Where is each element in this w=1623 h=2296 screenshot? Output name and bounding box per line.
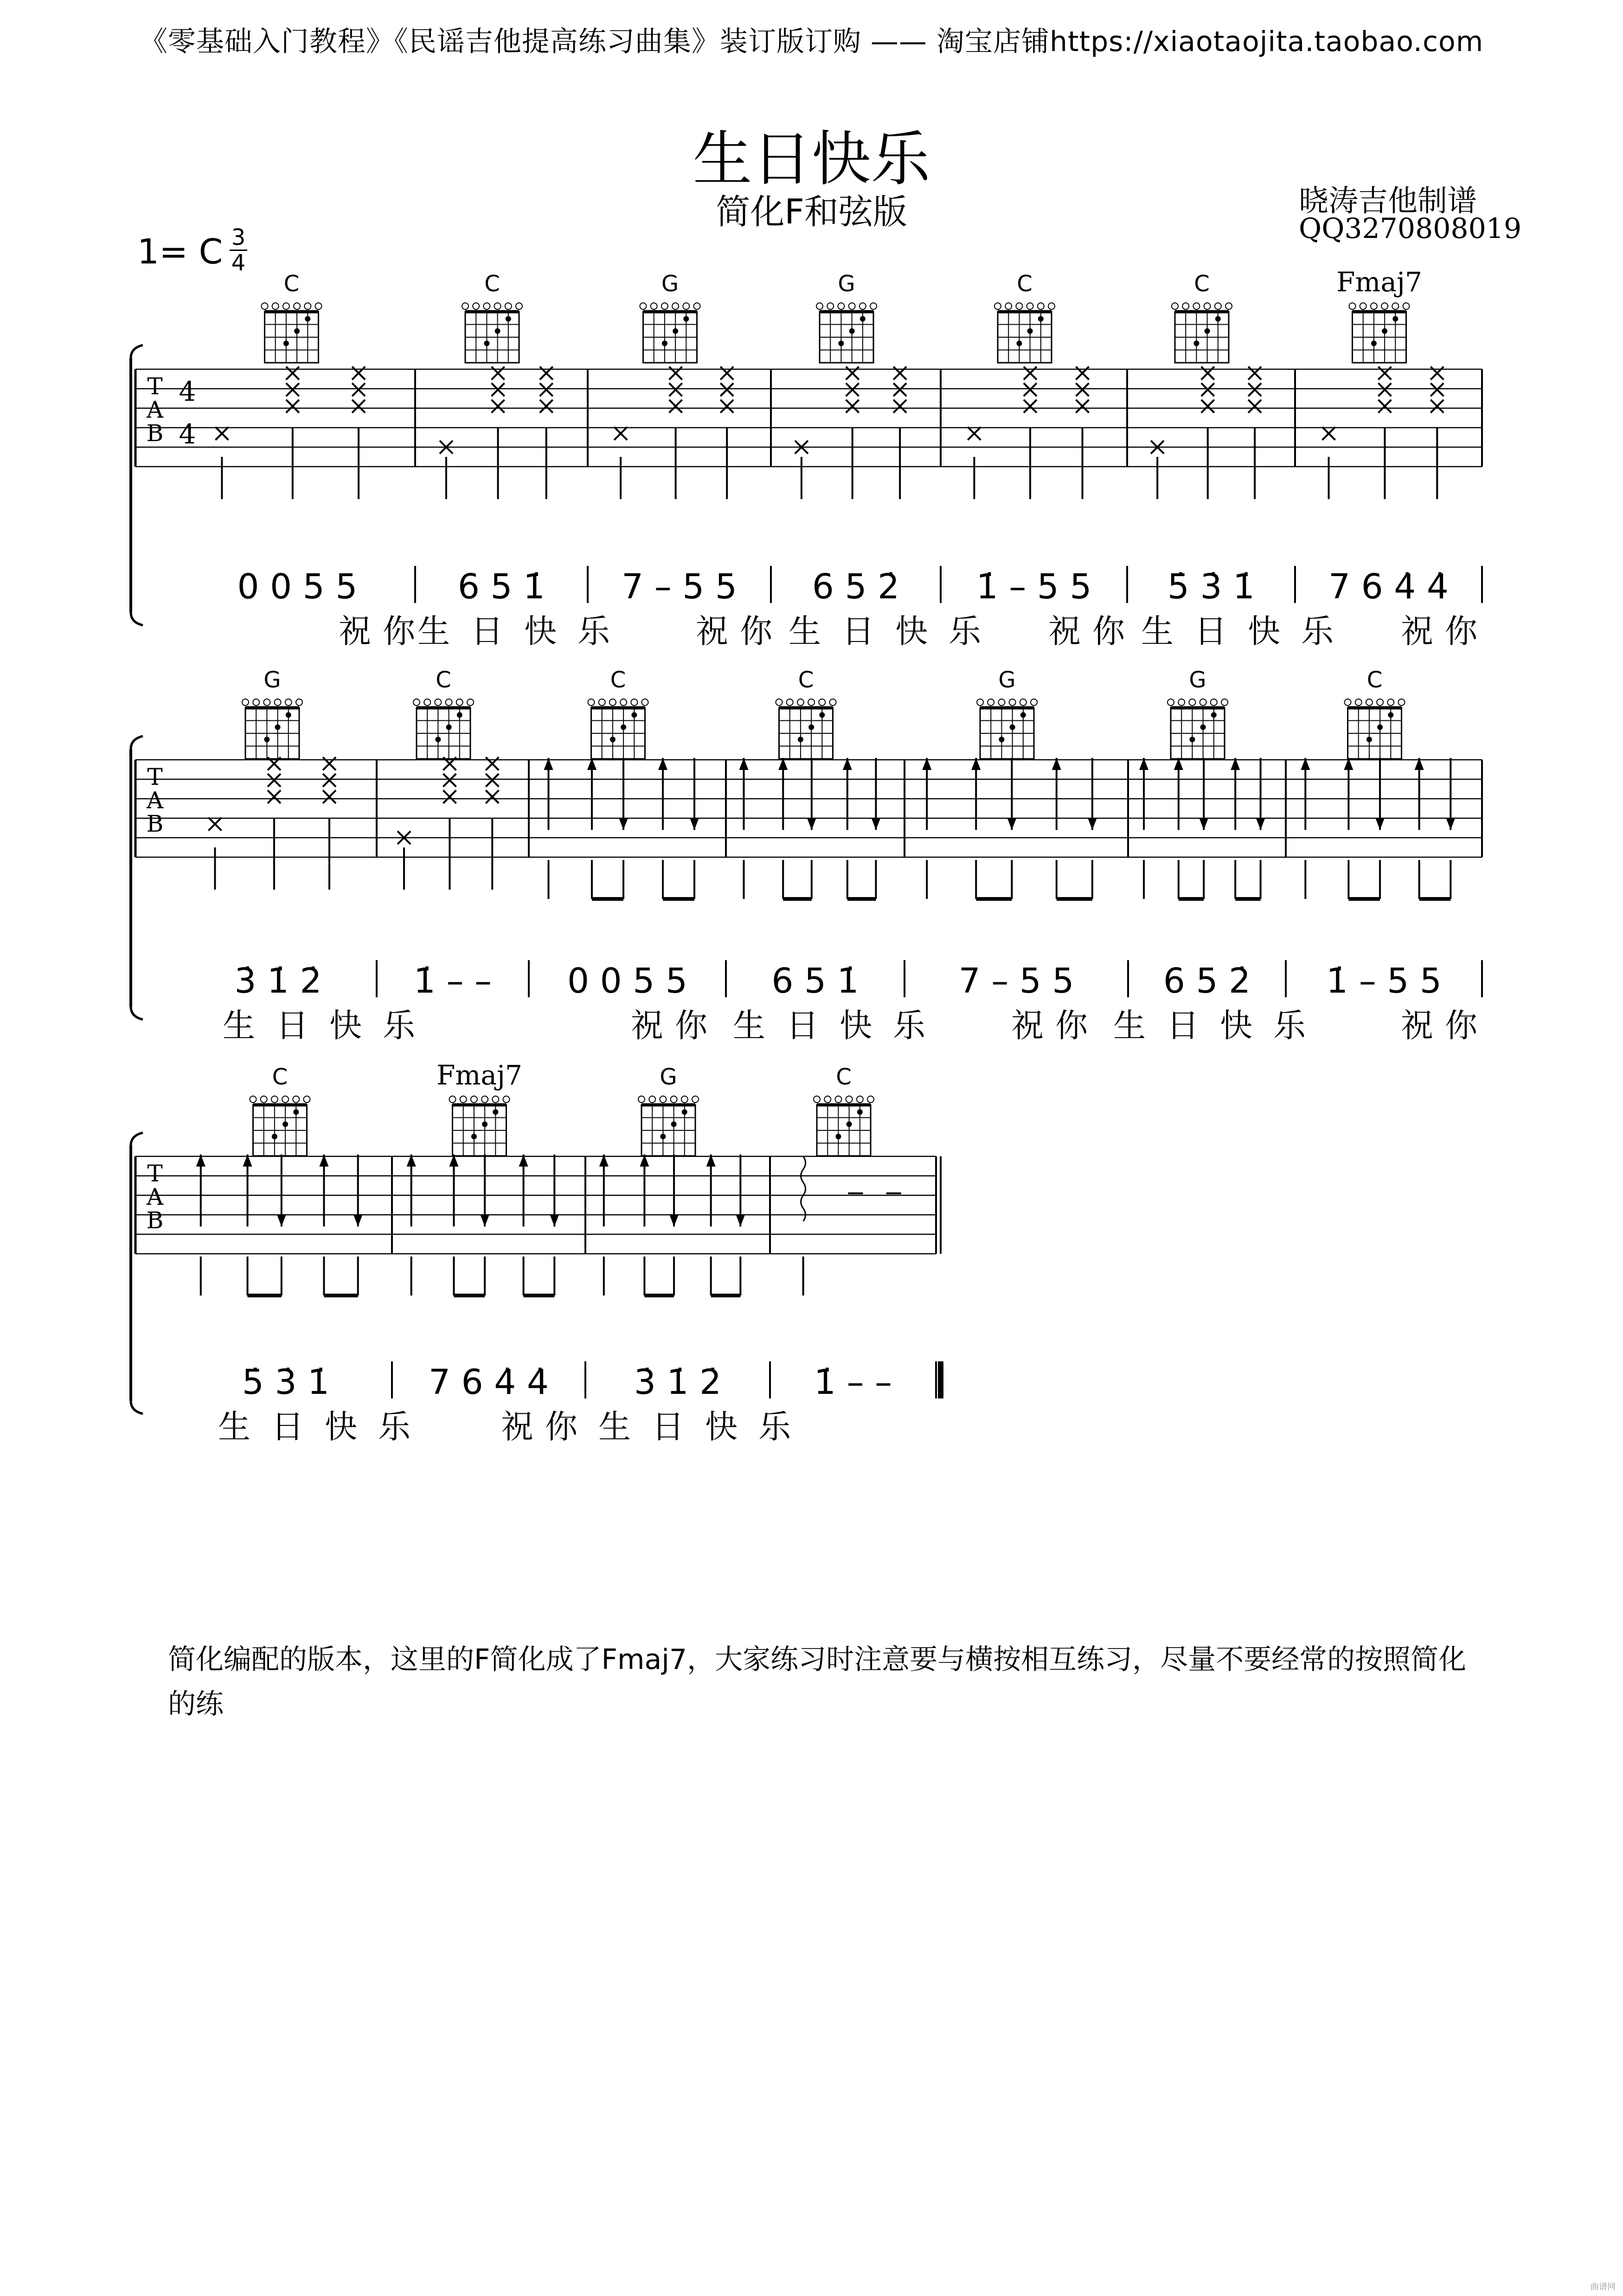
lyric-char: 乐 [383,1007,415,1045]
chord-c-diagram-open-string [609,699,616,705]
lyric-char: 快 [1248,612,1280,650]
chord-c-diagram-open-string [1048,303,1055,309]
chord-fmaj7-diagram-open-string [449,1096,456,1103]
strum-down-arrow [669,1214,679,1226]
tab-clef-letter: T [147,763,163,790]
tab-clef-letter: A [146,396,164,423]
lyric-char: 日 [271,1408,304,1446]
chord-c-diagram-open-string [294,303,300,309]
chord-g-diagram-open-string [651,303,657,309]
jianpu-measure: 5̇ 3̇ 1̇ [242,1362,330,1402]
chord-c-diagram-name: C [836,1064,852,1090]
chord-c-diagram-open-string [830,699,836,705]
chord-c-diagram-open-string [283,303,289,309]
strum-down-arrow [480,1214,489,1226]
chord-c-diagram-open-string [857,1096,863,1103]
chord-c-diagram-open-string [1038,303,1044,309]
time-signature-bottom: 4 [231,250,246,276]
chord-c-diagram-finger-dot [835,1134,841,1139]
chord-fmaj7-diagram-finger-dot [471,1134,477,1139]
chord-c-diagram-open-string [293,1096,299,1103]
chord-g-diagram-open-string [660,1096,666,1103]
chord-c-diagram-finger-dot [1366,737,1372,742]
jianpu-measure: 6 5 2̇ [812,567,900,607]
lyric-char: 快 [524,612,557,650]
system-bracket-cap [131,1401,143,1414]
system-bracket-cap [131,1007,143,1020]
chord-c-diagram-finger-dot [857,1109,863,1115]
lyric-char: 乐 [893,1007,925,1045]
strum-down-arrow [1088,818,1097,830]
chord-fmaj7-diagram-open-string [460,1096,467,1103]
chord-c-diagram-open-string [1193,303,1200,309]
chord-c-diagram-open-string [1215,303,1221,309]
chord-g-diagram-open-string [671,1096,677,1103]
jianpu-measure: 1̇ – 5 5 [1326,961,1442,1001]
chord-c-diagram-finger-dot [1205,328,1210,334]
lyric-char: 快 [1220,1007,1252,1045]
chord-c-diagram-open-string [271,1096,278,1103]
chord-c-diagram-finger-dot [294,328,300,334]
chord-g-diagram-open-string [849,303,855,309]
chord-g-diagram-finger-dot [683,316,689,321]
chord-c-diagram-open-string [282,1096,289,1103]
chord-c-diagram-open-string [1005,303,1012,309]
chord-c-diagram-finger-dot [293,1109,299,1115]
chord-c-diagram-finger-dot [484,340,489,346]
jianpu-measure: 0 0 5 5 [237,567,358,607]
chord-c-diagram-open-string [588,699,595,705]
chord-g-diagram-open-string [681,1096,688,1103]
chord-c-diagram-finger-dot [808,725,814,730]
chord-c-diagram-finger-dot [506,316,511,321]
lyric-char: 祝 [501,1408,533,1446]
lyric-char: 乐 [378,1408,411,1446]
lyric-char: 你 [545,1408,577,1446]
chord-c-diagram-finger-dot [1193,340,1199,346]
chord-c-diagram-open-string [1204,303,1211,309]
lyric-char: 快 [895,612,928,650]
system-bracket-cap [131,736,143,749]
chord-g-diagram-finger-dot [286,712,291,718]
chord-g-diagram-name: G [998,667,1016,693]
chord-c-diagram-open-string [819,699,825,705]
lyric-char: 生 [1113,1007,1146,1045]
jianpu-measure: 7 6 4̇ 4̇ [429,1362,549,1402]
chord-fmaj7-diagram-finger-dot [1382,328,1387,334]
chord-g-diagram-open-string [694,303,700,309]
chord-fmaj7-diagram-name: Fmaj7 [436,1059,522,1091]
strum-down-arrow [1446,818,1455,830]
chord-c-diagram-open-string [1172,303,1178,309]
chord-c-diagram-finger-dot [631,712,637,718]
chord-fmaj7-diagram-open-string [1392,303,1398,309]
chord-g-diagram-open-string [640,303,647,309]
chord-g-diagram-open-string [977,699,983,705]
chord-g-diagram-finger-dot [1010,725,1015,730]
tab-clef-letter: T [147,1160,163,1187]
chord-g-diagram-name: G [838,271,855,297]
chord-c-diagram-name: C [283,271,300,297]
chord-g-diagram-finger-dot [660,1134,666,1139]
lyric-char: 祝 [696,612,728,650]
tab-clef-letter: B [146,1206,164,1234]
strum-down-arrow [277,1214,286,1226]
chord-g-diagram-finger-dot [1200,725,1206,730]
chord-g-diagram-open-string [1178,699,1185,705]
chord-fmaj7-diagram-open-string [1349,303,1356,309]
lyric-char: 日 [652,1408,684,1446]
chord-fmaj7-diagram-open-string [481,1096,488,1103]
lyric-char: 生 [218,1408,250,1446]
chord-g-diagram-open-string [242,699,249,705]
chord-g-diagram-open-string [683,303,689,309]
chord-c-diagram-open-string [304,303,311,309]
footer-note: 简化编配的版本，这里的F简化成了Fmaj7，大家练习时注意要与横按相互练习，尽量不要经常的按照简化的练 [168,1643,1467,1720]
chord-fmaj7-diagram-open-string [1360,303,1366,309]
chord-g-diagram-finger-dot [671,1122,677,1127]
chord-c-diagram-name: C [436,667,451,693]
chord-c-diagram-open-string [994,303,1001,309]
lyric-char: 日 [1194,612,1227,650]
jianpu-measure: 1̇ – 5 5 [976,567,1092,607]
time-signature-top: 3 [231,224,246,250]
strum-down-arrow [353,1214,363,1226]
chord-g-diagram-name: G [660,1064,677,1090]
lyric-char: 你 [383,612,415,650]
chord-c-diagram-open-string [456,699,463,705]
chord-g-diagram-name: G [1189,667,1206,693]
jianpu-measure: 7 – 5 5 [958,961,1074,1001]
lyric-char: 日 [276,1007,308,1045]
chord-c-diagram-finger-dot [282,1122,288,1127]
lyric-char: 快 [325,1408,357,1446]
chord-fmaj7-diagram-name: Fmaj7 [1336,266,1422,298]
chord-c-diagram-finger-dot [1215,316,1221,321]
song-subtitle: 简化F和弦版 [716,192,907,232]
lyric-char: 你 [675,1007,707,1045]
chord-c-diagram-finger-dot [495,328,500,334]
chord-g-diagram-open-string [1031,699,1037,705]
chord-g-diagram-open-string [649,1096,655,1103]
chord-fmaj7-diagram-open-string [1371,303,1377,309]
chord-c-diagram-name: C [1194,271,1210,297]
lyric-char: 生 [789,612,821,650]
strum-down-arrow [1007,818,1016,830]
chord-c-diagram-open-string [494,303,501,309]
strum-down-arrow [1375,818,1385,830]
tab-clef-letter: A [146,1183,164,1211]
chord-g-diagram-finger-dot [275,725,281,730]
chord-g-diagram-finger-dot [860,316,866,321]
chord-g-diagram-open-string [988,699,994,705]
chord-fmaj7-diagram-finger-dot [1392,316,1398,321]
chord-g-diagram-finger-dot [264,737,269,742]
lyric-char: 祝 [1048,612,1081,650]
chord-c-diagram-finger-dot [1377,725,1383,730]
chord-c-diagram-finger-dot [1038,316,1044,321]
chord-g-diagram-open-string [275,699,281,705]
chord-g-diagram-open-string [1020,699,1026,705]
chord-g-diagram-open-string [661,303,668,309]
chord-g-diagram-open-string [838,303,844,309]
chord-g-diagram-open-string [1168,699,1174,705]
chord-fmaj7-diagram-finger-dot [1371,340,1377,346]
jianpu-measure: 3̇ 1̇ 2̇ [634,1362,722,1402]
chord-c-diagram-name: C [1017,271,1033,297]
chord-c-diagram-open-string [250,1096,257,1103]
chord-c-diagram-name: C [798,667,814,693]
chord-g-diagram-finger-dot [838,340,844,346]
chord-c-diagram-open-string [467,699,474,705]
lyric-char: 生 [1141,612,1174,650]
chord-g-diagram-name: G [263,667,281,693]
chord-c-diagram-open-string [315,303,322,309]
arpeggio-wave [801,1156,806,1221]
chord-c-diagram-open-string [462,303,468,309]
chord-g-diagram-open-string [1211,699,1217,705]
chord-c-diagram-finger-dot [1388,712,1393,718]
strum-down-arrow [807,818,816,830]
lyric-char: 生 [598,1408,631,1446]
lyric-char: 日 [786,1007,819,1045]
chord-fmaj7-diagram-finger-dot [493,1109,498,1115]
jianpu-measure: 6 5 1̇ [771,961,859,1001]
chord-c-diagram-open-string [808,699,815,705]
jianpu-measure: 3̇ 1̇ 2̇ [234,961,322,1001]
chord-c-diagram-finger-dot [446,725,452,730]
chord-c-diagram-open-string [1398,699,1405,705]
jianpu-measure: 6 5 2̇ [1163,961,1251,1001]
contact-qq: QQ3270808019 [1299,212,1522,245]
jianpu-measure: 1̇ – – [413,961,492,1001]
lyric-char: 你 [1092,612,1125,650]
lyric-char: 乐 [758,1408,791,1446]
lyric-char: 生 [417,612,450,650]
chord-c-diagram-open-string [505,303,512,309]
chord-c-diagram-open-string [304,1096,310,1103]
chord-c-diagram-finger-dot [457,712,462,718]
chord-c-diagram-open-string [1027,303,1033,309]
lyric-char: 日 [1167,1007,1199,1045]
lyric-char: 生 [733,1007,765,1045]
chord-c-diagram-open-string [835,1096,841,1103]
chord-c-diagram-open-string [1355,699,1362,705]
lyric-char: 乐 [1273,1007,1306,1045]
header-ad-text: 《零基础入门教程》《民谣吉他提高练习曲集》装订版订购 —— 淘宝店铺https://xiaotaojita.taobao.com [139,26,1484,58]
lyric-char: 日 [842,612,874,650]
chord-c-diagram-open-string [776,699,783,705]
chord-c-diagram-open-string [797,699,804,705]
chord-c-diagram-open-string [1016,303,1022,309]
chord-fmaj7-diagram-open-string [471,1096,477,1103]
tab-clef-letter: A [146,787,164,814]
tab-clef-letter: B [146,419,164,447]
corner-watermark: 曲谱网 [1591,2282,1616,2292]
chord-c-diagram-finger-dot [621,725,626,730]
tab-clef-letter: T [147,373,163,400]
chord-c-diagram-open-string [1345,699,1351,705]
chord-c-diagram-open-string [1182,303,1189,309]
chord-c-diagram-open-string [516,303,522,309]
chord-g-diagram-open-string [1009,699,1016,705]
chord-c-diagram-finger-dot [819,712,825,718]
lyric-char: 祝 [1401,1007,1433,1045]
chord-g-diagram-open-string [1221,699,1228,705]
lyric-char: 快 [705,1408,738,1446]
chord-g-diagram-open-string [692,1096,699,1103]
tab-clef-letter: B [146,810,164,837]
lyric-char: 日 [471,612,503,650]
strum-down-arrow [871,818,880,830]
chord-g-diagram-open-string [263,699,270,705]
chord-c-diagram-open-string [631,699,637,705]
chord-g-diagram-open-string [1200,699,1206,705]
chord-g-diagram-open-string [860,303,866,309]
chord-c-diagram-finger-dot [847,1122,852,1127]
lyric-char: 祝 [631,1007,663,1045]
chord-c-diagram-open-string [1377,699,1383,705]
chord-c-diagram-finger-dot [798,737,803,742]
chord-c-diagram-finger-dot [283,340,289,346]
chord-c-diagram-open-string [261,1096,267,1103]
jianpu-measure: 7 6 4̇ 4̇ [1328,567,1449,607]
lyric-char: 祝 [339,612,371,650]
chord-c-diagram-name: C [272,1064,288,1090]
chord-c-diagram-open-string [262,303,268,309]
chord-c-diagram-open-string [814,1096,820,1103]
chord-g-diagram-open-string [1189,699,1195,705]
chord-c-diagram-finger-dot [272,1134,277,1139]
chord-g-diagram-finger-dot [662,340,667,346]
tab-time-bottom: 4 [179,418,196,450]
chord-g-diagram-open-string [998,699,1005,705]
strum-down-arrow [1256,818,1265,830]
chord-fmaj7-diagram-open-string [503,1096,510,1103]
chord-g-diagram-finger-dot [999,737,1004,742]
chord-fmaj7-diagram-open-string [1403,303,1410,309]
strum-down-arrow [619,818,628,830]
chord-c-diagram-name: C [610,667,626,693]
lyric-char: 你 [1055,1007,1088,1045]
lyric-char: 快 [840,1007,872,1045]
system-bracket-cap [131,612,143,625]
chord-fmaj7-diagram-finger-dot [482,1122,488,1127]
chord-c-diagram-open-string [473,303,479,309]
chord-g-diagram-open-string [638,1096,645,1103]
chord-c-diagram-open-string [620,699,627,705]
jianpu-measure: 6 5 1̇ [457,567,545,607]
system-bracket-cap [131,345,143,358]
chord-c-diagram-open-string [1225,303,1232,309]
chord-c-diagram-open-string [824,1096,831,1103]
jianpu-measure: 7 – 5 5 [622,567,737,607]
chord-g-diagram-finger-dot [1211,712,1217,718]
chord-g-diagram-name: G [661,271,679,297]
chord-g-diagram-open-string [827,303,834,309]
lyric-char: 乐 [1301,612,1334,650]
jianpu-measure: 5̇ 3̇ 1̇ [1167,567,1255,607]
strum-down-arrow [1199,818,1208,830]
chord-g-diagram-finger-dot [673,328,678,334]
chord-c-diagram-open-string [272,303,279,309]
key-signature: 1= C [137,232,223,272]
chord-g-diagram-open-string [285,699,292,705]
chord-fmaj7-diagram-open-string [492,1096,499,1103]
lyric-char: 你 [1445,612,1477,650]
chord-c-diagram-open-string [599,699,605,705]
chord-g-diagram-open-string [253,699,259,705]
chord-c-diagram-open-string [1366,699,1373,705]
lyric-char: 乐 [577,612,610,650]
chord-c-diagram-open-string [413,699,420,705]
chord-c-diagram-open-string [642,699,648,705]
arranger-credit: 晓涛吉他制谱 [1299,184,1477,218]
chord-c-diagram-open-string [787,699,793,705]
lyric-char: 祝 [1011,1007,1044,1045]
strum-down-arrow [736,1214,745,1226]
chord-g-diagram-finger-dot [1189,737,1195,742]
strum-down-arrow [550,1214,559,1226]
chord-g-diagram-open-string [816,303,823,309]
tab-time-top: 4 [179,376,196,407]
chord-c-diagram-finger-dot [305,316,310,321]
chord-c-diagram-open-string [483,303,490,309]
chord-g-diagram-open-string [672,303,679,309]
strum-down-arrow [690,818,699,830]
chord-c-diagram-open-string [424,699,430,705]
chord-g-diagram-finger-dot [849,328,855,334]
jianpu-measure: 0 0 5 5 [567,961,687,1001]
chord-c-diagram-open-string [1387,699,1394,705]
lyric-char: 你 [740,612,772,650]
chord-c-diagram-open-string [846,1096,853,1103]
chord-c-diagram-finger-dot [1016,340,1022,346]
chord-c-diagram-finger-dot [435,737,441,742]
chord-c-diagram-name: C [484,271,500,297]
chord-g-diagram-open-string [870,303,877,309]
chord-g-diagram-finger-dot [682,1109,687,1115]
song-title: 生日快乐 [693,125,930,194]
lyric-char: 祝 [1401,612,1433,650]
lyric-char: 乐 [949,612,981,650]
chord-g-diagram-finger-dot [1020,712,1026,718]
chord-c-diagram-open-string [435,699,441,705]
lyric-char: 快 [329,1007,362,1045]
chord-g-diagram-open-string [296,699,302,705]
chord-fmaj7-diagram-open-string [1381,303,1388,309]
system-bracket-cap [131,1133,143,1146]
jianpu-measure: 1̇ – – [814,1362,892,1402]
chord-c-diagram-finger-dot [1027,328,1033,334]
chord-c-diagram-open-string [867,1096,874,1103]
chord-c-diagram-open-string [446,699,452,705]
chord-c-diagram-finger-dot [610,737,616,742]
chord-c-diagram-name: C [1366,667,1383,693]
lyric-char: 生 [223,1007,255,1045]
lyric-char: 你 [1445,1007,1477,1045]
